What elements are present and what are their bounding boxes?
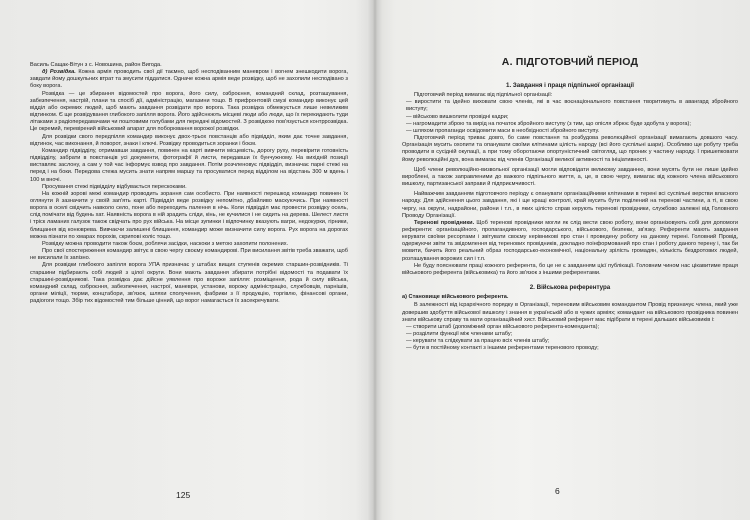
left-page	[20, 0, 358, 520]
left-page-number: 125	[176, 490, 191, 500]
razvidka-paragraph	[30, 69, 348, 90]
right-page	[392, 0, 744, 520]
left-paragraph: Розвідка — це збирання відомостей про ворога, його силу, озброєння, командний склад, розташування, забезпечення, настрій, плани та спосіб дії, адміністрацію, магазини тощо. В прифронтовій смузі командир виконує цей відділ або окремих людей, щоб мають завдання розвідати про ворога. Така розвідка обмежується лише невеликим відтинком. Є ще розвідування глибокого запілля ворога. Його здійснюють місцеві люди або люди, що їх перекидають туди літаками з радіопередавачами чи поштовими голубами для передачі відомостей. З розвідкою пов'язується контррозвідка. Це окремий, перевірений військовий апарат для поборювання ворожої розвідки.	[30, 90, 348, 133]
left-paragraph: На кожній зорові межі командир проводить зорання сам особисто. При наявності перешкод командир повинен їх оглянути й зазначити у своїй зап'ять карті. Підвідділ веде розвідку непомітно, дбайливо маскуючись. При наявності ворога в оселі свідчить навколо село, поне або переходить палення в нічь. Коли підвідділ має провести розвідку осель, слід помічати від будень хат. Наявність ворога в ній зрадить сліди, кінь, не кучилися і не сидить на дерева. Шелест листя і тріск ламаних галузок також свідчать про рух війська. На місце зупинки і відпочинку вказують вагри, недокурки, гірники, блищання від конюврева. Вивчаєчи залишені блищання, командир може визначити силу ворога. Рух ворога на дорогах можна пізнати по хмарах порохів, скрипові коліс тощо.	[30, 190, 348, 240]
section1-heading: 1. Завдання і праця підпільної організації	[506, 82, 634, 89]
left-paragraph: Для розвідки глибокого запілля ворога УПА призначає у штабах вищих ступенів окремих старшин-розвідників. Ті старшини підбирають собі людей з цілої округи. Вони мають завдання збирати потрібні відомості та подавати їх старшині-розвідникові. Така розвідка дає дійсне уявлення про вороже запілля: розміщення, рода й силу війська, командний склад, озброєння, забезпечення, настрої, маневри, установи, ворожу адміністрацію, службовців, парнішів, органи міліції, тюрми, концтабори, зв'язок, шляхи сполучення, фабрики з її продукцію, торгівлю, фінансові органи, радіогоги тощо. Збір тих відомостей тим більше цінний, що ворог намагається їх засекречувати.	[30, 262, 348, 305]
section2-item: — керувати та слідкувати за працею всіх членів штабу;	[406, 338, 550, 345]
closing-paragraph: Не буду пояснювати праці кожного референта, бо це не є завданням цієї публікації. Головним чином нас цікавитиме праця військового референта (військовика) та його зв'язок з іншими референтами.	[402, 262, 738, 276]
section1-paragraph: Щоб члени революційно-визвольної організації могли відповідати великому завданню, вони мусять бути не лише ідейно вироблені, а також заправленими до важкого підпільного життя, а, це, в свою чергу, вимагає від кожного члена військового вишколу, партизанської заправи й підприємчивості.	[402, 166, 738, 188]
book-gutter	[355, 0, 395, 520]
section2-item: — створити штаб (допоміжний орган військового референта-коменданта);	[406, 323, 600, 330]
section2-item: — розділити функції між членами штабу;	[406, 331, 513, 337]
razvidka-label: д) Розвідка.	[42, 69, 76, 76]
left-paragraph: Для розвідки свого передпілля командир виконує двох-трьох повстанців або підвідділ, яким дає точне завдання, відтинок, час виконання, й поворот, знаки і ключі. Розвідку проводиться зоранки і боєм.	[30, 133, 348, 147]
section1-item: — шляхом пропаганди освідомити маси в необхідності збройного виступу.	[406, 127, 600, 134]
section1-paragraph: Підготовчий період триває довго, бо саме повстання та розбудова революційної організації вимагають довшого часу. Організація мусить охопити та опанувати своїми клітинами цілість народу (всі його суспільні шари). Особливо ще робуту треба проводити в сусідній окупації, а при тому оборотаючи опортуністичний світогляд, що проник у частину народу. І пришепковати йому революційні дух, вона вимагає від членів Організації великої активності та ініціативності.	[402, 135, 738, 163]
section1-item: — виростити та ідейно виховати свою членів, які в час воєнаціонального повстання творитимуть в авангард збройного виступу;	[406, 99, 738, 113]
section2-heading: 2. Військова референтура	[529, 284, 611, 292]
section1-item: — військово вишколити провідні кадри;	[406, 113, 509, 120]
terenovi-label: Теренові провідники.	[414, 219, 475, 226]
section1-item: — нагромадити зброю та вирід на початок збройного виступу (з тим, що опісля збрює буде здобута у ворога);	[406, 120, 691, 127]
left-paragraph: Про свої спостереження командир звітує в свою чергу своєму командирові. При висилання звітів треба зважати, щоб не висилали їх запізно.	[30, 248, 348, 262]
left-paragraph: Розвідку можна проводити також боєм, роблячи засідки, наскоки з метою захопити полонених.	[42, 240, 289, 247]
section2-paragraph: В залежності від ієрархічного порядку в Організації, тереновим військовим командантом Провід призначує члена, який уже довершив здобуття військової вишколу і знання в українській або в чужих арміях; командант на військового провідника повинен знати військову справу та мати організаційний хист. Військовий референт має підібрати в терені дальших військовиків і:	[402, 302, 738, 323]
razvidka-text: Кожна армія проводить свої дії таємно, щоб несподіванним маневром і вогнем знешкодити ворога, завдати йому дошкульних втрат та змусити піддатися. Одначе кожна армія веде розвідку, щоб не захопили несподівано з боку ворога.	[30, 69, 348, 90]
terenovi-paragraph	[402, 220, 738, 263]
right-page-title: А. ПІДГОТОВЧИЙ ПЕРІОД	[501, 56, 639, 68]
section1-paragraph: Найважчим завданням підготовчого періоду є опанувати організаційними клітинами в терені всі суспільні верстви власного народу. Для здійснення цього завдання, які і ще кращі контролі, край мусить бути поділений на теренові частини, а ті, в свою чергу, на округи, надрайони, райони і т.п., в яких цілісто справ керують теренові провідники, службово залежні від Головного Проводу Організації.	[402, 191, 738, 219]
section1-intro: Підготовчий період вимагає від підпільної організації:	[414, 92, 553, 99]
left-paragraph: Командир підвідділу, отримавши завдання, повинен на карті вивчити місцевість, дорогу руху, перевірити готовність підвідділу, забрати в повстанців усі документи, фотографії й листи, передавши їх бунчужному. На вихідній позиції виставляє заслону, а сам у той час інформує взвод про завдання. Потім розчленовує підвідділ, визначає парні стежі на перед і на боки. Передова стежа мусить знати напрям маршу та просуватися перед відділом на відстань 300 м вдень і 100 м вночі.	[30, 147, 348, 183]
terenovi-text: Щоб теренові провідники могли як слід вести свою роботу, вони організовують собі для допомоги референти: організаційного, пропагандивного, господарського, військового, безпеки, зв'язку. Референти мають завдання керувати своїми ресортами і звітувати своєму керівникові про стан і проведену роботу на даному терені. Головний Провід, одержуючи звіти та звідомлення від теренових провідників, докладно поінформований про стан і роботу даного терену і, так би мовити, бачить його реальний образ господарсько-економічної, національну зрілість громадян, кількість бездротових людей, розташування ворожих сил і т.п.	[402, 219, 738, 262]
left-opening-line: Василь Сащак-Вітун з с. Новошина, район Вигода.	[30, 62, 162, 68]
right-page-number: 6	[555, 486, 560, 496]
section2-item: — бути в постійному контакті з іншими референтами теренового проводу;	[406, 345, 599, 352]
left-paragraph: Просування стежі підвідділу відбувається перескоками.	[42, 183, 187, 190]
section2-subheading: а) Становище військового референта.	[402, 294, 509, 301]
